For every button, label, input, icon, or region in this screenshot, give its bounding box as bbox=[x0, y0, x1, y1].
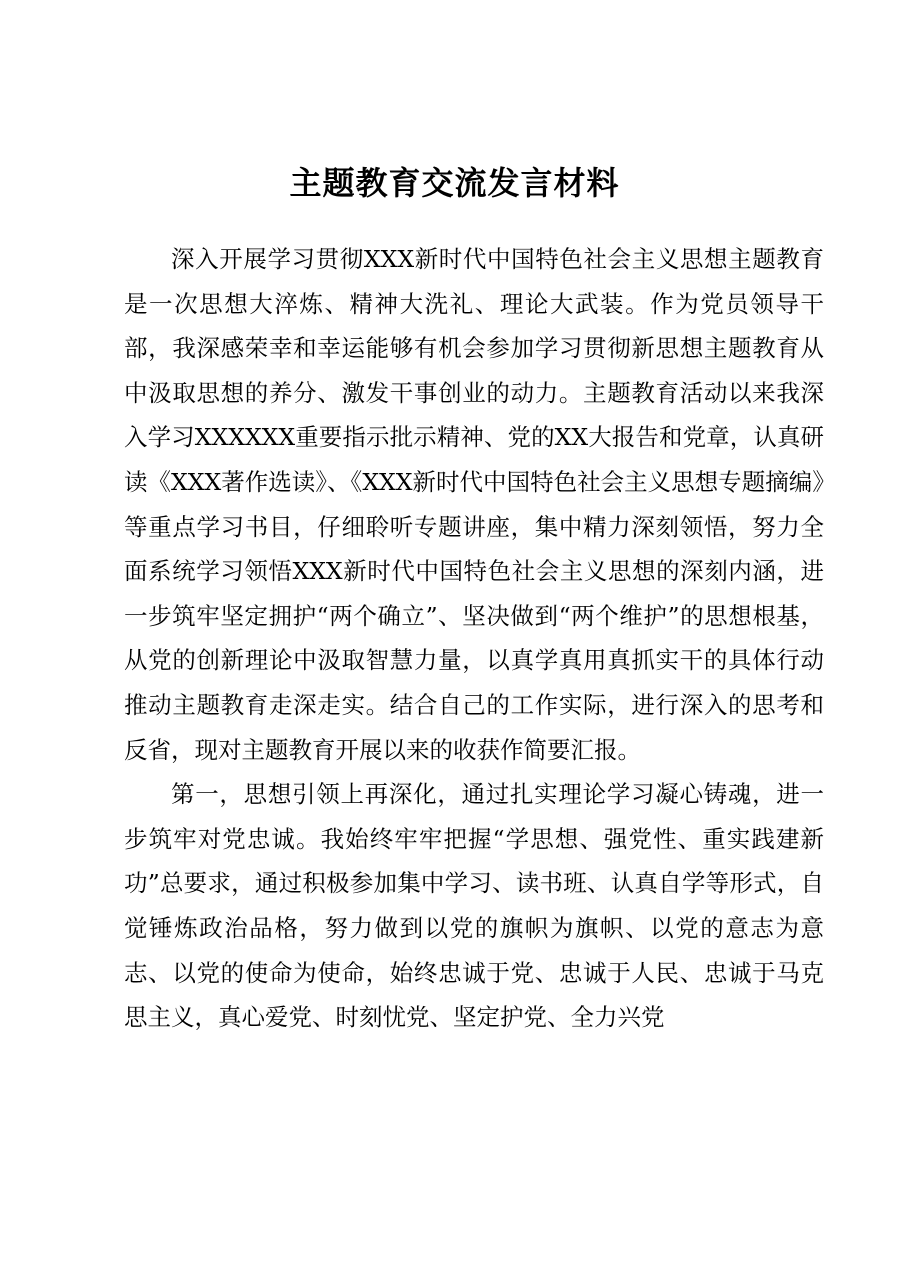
document-title: 主题教育交流发言材料 bbox=[289, 164, 620, 202]
paragraph-intro: 深入开展学习贯彻XXX新时代中国特色社会主义思想主题教育是一次思想大淬炼、精神大洗礼、理论大武装。作为党员领导干部，我深感荣幸和幸运能够有机会参加学习贯彻新思想主题教育从中汲取思想的养分、激发干事创业的动力。主题教育活动以来我深入学习XXXXXX重要指示批示精神、党的XX大报告和党章，认真研读《XXX著作选读》、《XXX新时代中国特色社会主义思想专题摘编》等重点学习书目，仔细聆听专题讲座，集中精力深刻领悟，努力全面系统学习领悟XXX新时代中国特色社会主义思想的深刻内涵，进一步筑牢坚定拥护“两个确立”、坚决做到“两个维护”的思想根基，从党的创新理论中汲取智慧力量，以真学真用真抓实干的具体行动推动主题教育走深走实。结合自己的工作实际，进行深入的思考和反省，现对主题教育开展以来的收获作简要汇报。 bbox=[124, 245, 824, 764]
document-body bbox=[124, 237, 824, 1040]
paragraph-first-point: 第一，思想引领上再深化，通过扎实理论学习凝心铸魂，进一步筑牢对党忠诚。我始终牢牢把握“学思想、强党性、重实践建新功”总要求，通过积极参加集中学习、读书班、认真自学等形式，自觉锤炼政治品格，努力做到以党的旗帜为旗帜、以党的意志为意志、以党的使命为使命，始终忠诚于党、忠诚于人民、忠诚于马克思主义，真心爱党、时刻忧党、坚定护党、全力兴党 bbox=[124, 780, 824, 1032]
